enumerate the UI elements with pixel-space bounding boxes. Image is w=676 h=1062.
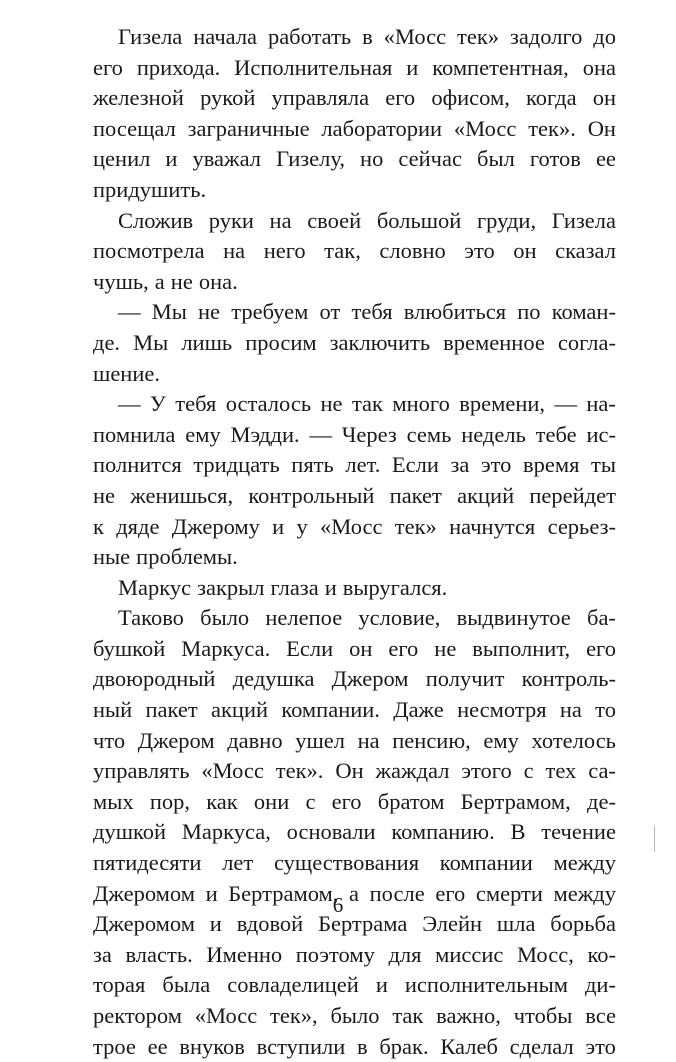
word: лаборатории xyxy=(321,115,443,141)
word: управлять xyxy=(93,758,190,784)
word: компанию. xyxy=(391,819,495,845)
word: него xyxy=(263,238,306,264)
text-line xyxy=(93,695,616,726)
text-line xyxy=(93,634,616,665)
word: Таково xyxy=(118,605,184,631)
word: тек» xyxy=(457,24,500,49)
word: ему xyxy=(185,421,221,447)
word: на- xyxy=(586,391,616,417)
word: большой xyxy=(376,207,462,233)
word: В xyxy=(510,819,526,845)
word: задолго xyxy=(509,24,583,49)
word: ные xyxy=(93,544,131,570)
word: «Мосс xyxy=(194,1003,258,1028)
word: выполнит, xyxy=(472,635,571,661)
word: Мосс, xyxy=(516,941,574,967)
word: до xyxy=(593,24,616,49)
word: придушить. xyxy=(93,176,207,202)
word: — xyxy=(118,299,141,325)
word: пятидесяти xyxy=(93,850,202,876)
word: на xyxy=(269,207,292,233)
word: к xyxy=(93,513,104,539)
word: и xyxy=(272,513,285,539)
word: течение xyxy=(541,819,616,845)
word: груди, xyxy=(476,207,537,233)
word: это xyxy=(480,452,512,478)
text-line xyxy=(93,53,616,84)
word: заграничные xyxy=(187,115,310,141)
word: Гизелу, xyxy=(276,146,345,172)
word: и xyxy=(375,972,388,998)
word: Через xyxy=(341,421,397,447)
word: не xyxy=(198,299,221,325)
word: не xyxy=(320,391,343,417)
word: миссис xyxy=(435,941,504,967)
word: это xyxy=(585,1033,616,1059)
word: его xyxy=(388,635,419,661)
word: серьез- xyxy=(547,513,616,539)
word: так, xyxy=(324,238,361,264)
word: Мы xyxy=(151,299,187,325)
word: Джеромом xyxy=(93,911,195,937)
word: помнила xyxy=(93,421,176,447)
text-line xyxy=(93,267,616,298)
text-line xyxy=(93,848,616,879)
word: контроль- xyxy=(521,666,616,692)
text-line xyxy=(93,542,616,573)
word: между xyxy=(553,880,616,906)
word: не xyxy=(434,635,457,661)
word: совладелицей xyxy=(227,972,359,998)
word: так xyxy=(351,391,383,417)
text-line xyxy=(93,236,616,267)
word: вступили xyxy=(256,1033,346,1059)
word: ис- xyxy=(586,421,616,447)
word: ко- xyxy=(587,941,616,967)
text-line xyxy=(93,144,616,175)
word: временное xyxy=(443,329,545,355)
word: время xyxy=(522,452,580,478)
word: ее xyxy=(147,1033,168,1059)
word: сказал xyxy=(555,238,616,264)
word: пакет xyxy=(145,697,198,723)
word: он xyxy=(513,238,537,264)
word: руки xyxy=(208,207,254,233)
text-line xyxy=(93,1032,616,1062)
word: лишь xyxy=(181,329,233,355)
word: акций xyxy=(457,482,515,508)
word: тебя xyxy=(175,391,217,417)
word: его xyxy=(435,880,466,906)
word: они xyxy=(253,788,290,814)
word: Если xyxy=(286,635,334,661)
word: в xyxy=(362,24,373,49)
page-number: 6 xyxy=(332,893,344,917)
word: тек». xyxy=(528,115,576,141)
word: вдовой xyxy=(236,911,304,937)
word: и xyxy=(406,54,419,80)
word: Мэдди. xyxy=(230,421,300,447)
word: акций xyxy=(210,697,269,723)
word: чтобы xyxy=(513,1003,573,1028)
word: Именно xyxy=(206,941,283,967)
word: ный xyxy=(93,697,133,723)
word: начала xyxy=(193,24,258,49)
word: своей xyxy=(307,207,362,233)
word: бушкой xyxy=(93,635,166,661)
text-line xyxy=(93,603,616,634)
word: важно, xyxy=(436,1003,501,1028)
word: пять xyxy=(291,452,334,478)
word: Маркуса, xyxy=(181,819,271,845)
word: — xyxy=(309,421,332,447)
word: была xyxy=(162,972,211,998)
word: и xyxy=(165,146,178,172)
word: семь xyxy=(406,421,452,447)
word: его xyxy=(331,788,362,814)
word: согла- xyxy=(557,329,616,355)
word: с xyxy=(523,758,534,784)
text-line xyxy=(93,756,616,787)
word: между xyxy=(553,850,616,876)
word: У xyxy=(149,391,166,417)
text-line xyxy=(93,726,616,757)
word: братом xyxy=(377,788,445,814)
word: Гизела xyxy=(118,24,183,49)
word: Гизела xyxy=(551,207,616,233)
text-line xyxy=(93,420,616,451)
word: железной xyxy=(93,85,184,111)
text-line xyxy=(93,206,616,237)
word: компании. xyxy=(281,697,380,723)
word: контрольный xyxy=(248,482,375,508)
word: «Мосс xyxy=(383,24,447,49)
word: его xyxy=(586,635,616,661)
word: тридцать xyxy=(193,452,280,478)
word: офисом, xyxy=(431,85,510,111)
word: влюбиться xyxy=(403,299,507,325)
word: на xyxy=(559,697,582,723)
word: дяде xyxy=(116,513,160,539)
word: много xyxy=(392,391,450,417)
word: ди- xyxy=(584,972,616,998)
word: брак. xyxy=(379,1033,429,1059)
word: дедушка xyxy=(232,666,315,692)
text-line xyxy=(93,787,616,818)
word: управляла xyxy=(271,85,370,111)
word: де- xyxy=(587,788,616,814)
word: шение. xyxy=(93,360,161,386)
word: посмотрела xyxy=(93,238,205,264)
text-line xyxy=(93,389,616,420)
word: на xyxy=(357,727,380,753)
word: Даже xyxy=(393,697,444,723)
word: начнутся xyxy=(449,513,536,539)
text-line xyxy=(93,297,616,328)
word: глаза xyxy=(270,574,319,600)
word: времени, xyxy=(459,391,546,417)
word: двоюродный xyxy=(93,666,216,692)
word: шла xyxy=(496,911,536,937)
text-line xyxy=(93,359,616,390)
word: не xyxy=(93,482,116,508)
word: тебе xyxy=(535,421,577,447)
text-line xyxy=(93,328,616,359)
word: сделал xyxy=(509,1033,574,1059)
word: ценил xyxy=(93,146,151,172)
text-line xyxy=(93,940,616,971)
word: «Мосс xyxy=(320,513,383,539)
word: пенсию, xyxy=(392,727,471,753)
word: Исполнительная xyxy=(234,54,393,80)
word: работать xyxy=(267,24,352,49)
word: тех xyxy=(545,758,577,784)
word: с xyxy=(305,788,316,814)
word: мых xyxy=(93,788,134,814)
word: он xyxy=(349,635,373,661)
word: лет. xyxy=(345,452,381,478)
word: его xyxy=(385,85,416,111)
word: ему xyxy=(483,727,519,753)
word: ее xyxy=(595,146,616,172)
word: жаждал xyxy=(375,758,450,784)
text-line xyxy=(93,512,616,543)
word: Элейн xyxy=(422,911,483,937)
word: что xyxy=(93,727,126,753)
word: заключить xyxy=(329,329,431,355)
word: то xyxy=(595,697,616,723)
word: после xyxy=(369,880,425,906)
word: тек» xyxy=(394,513,437,539)
word: полнится xyxy=(93,452,182,478)
word: рукой xyxy=(200,85,256,111)
text-line xyxy=(93,175,616,206)
word: и xyxy=(205,880,218,906)
text-line xyxy=(93,1001,616,1032)
word: требуем xyxy=(231,299,309,325)
word: Джером xyxy=(137,727,215,753)
word: так xyxy=(392,1003,424,1028)
word: основали xyxy=(286,819,376,845)
word: по xyxy=(517,299,541,325)
text-line xyxy=(93,481,616,512)
word: — xyxy=(118,391,141,417)
word: Он xyxy=(587,115,616,141)
word: у xyxy=(296,513,308,539)
word: Если xyxy=(391,452,439,478)
word: а xyxy=(349,880,360,906)
word: душкой xyxy=(93,819,167,845)
word: тек», xyxy=(270,1003,318,1028)
word: и xyxy=(209,911,222,937)
word: хотелось xyxy=(531,727,616,753)
word: Бертрама xyxy=(318,911,408,937)
word: не xyxy=(170,268,193,294)
word: в xyxy=(357,1033,368,1059)
word: ба- xyxy=(587,605,616,631)
word: за xyxy=(93,941,112,967)
word: как xyxy=(206,788,238,814)
text-line xyxy=(93,664,616,695)
text-line xyxy=(93,83,616,114)
word: чушь, xyxy=(93,268,149,294)
text-line xyxy=(93,114,616,145)
word: «Мосс xyxy=(453,115,517,141)
word: компании xyxy=(439,850,533,876)
word: это xyxy=(464,238,495,264)
word: готов xyxy=(529,146,581,172)
word: внуков xyxy=(179,1033,245,1059)
word: Он xyxy=(335,758,364,784)
word: Калеб xyxy=(440,1033,498,1059)
word: де. xyxy=(93,329,121,355)
word: а xyxy=(154,268,165,294)
word: она. xyxy=(198,268,238,294)
word: ректором xyxy=(93,1003,182,1028)
word: осталось xyxy=(225,391,312,417)
word: давно xyxy=(227,727,283,753)
word: существования xyxy=(273,850,420,876)
word: тебя xyxy=(351,299,393,325)
word: уважал xyxy=(192,146,262,172)
word: нелепое xyxy=(265,605,343,631)
word: несмотря xyxy=(457,697,547,723)
word: Бертрамом, xyxy=(460,788,571,814)
word: поэтому xyxy=(295,941,375,967)
word: за xyxy=(450,452,470,478)
text-line xyxy=(93,817,616,848)
word: коман- xyxy=(551,299,616,325)
text-line xyxy=(93,22,616,53)
word: было xyxy=(200,605,250,631)
margin-mark xyxy=(654,826,655,852)
word: исполнительным xyxy=(404,972,568,998)
word: выдвинутое xyxy=(456,605,571,631)
word: власть. xyxy=(125,941,193,967)
word: проблемы. xyxy=(136,544,238,570)
word: прихода. xyxy=(136,54,221,80)
text-line xyxy=(93,970,616,1001)
word: и xyxy=(324,574,337,600)
word: Маркуса. xyxy=(181,635,271,661)
text-line xyxy=(93,573,616,604)
word: ушел xyxy=(295,727,345,753)
word: был xyxy=(477,146,515,172)
word: условие, xyxy=(358,605,441,631)
word: Бертрамом, xyxy=(228,880,339,906)
word: лет xyxy=(222,850,254,876)
word: Джером xyxy=(331,666,409,692)
word: для xyxy=(388,941,422,967)
word: пор, xyxy=(149,788,190,814)
word: трое xyxy=(93,1033,136,1059)
word: женишься, xyxy=(130,482,234,508)
word: выругался. xyxy=(342,574,448,600)
word: недель xyxy=(461,421,526,447)
word: на xyxy=(223,238,246,264)
word: было xyxy=(330,1003,380,1028)
word: Джерому xyxy=(171,513,260,539)
word: борьба xyxy=(550,911,616,937)
word: он xyxy=(592,85,616,111)
word: когда xyxy=(525,85,577,111)
word: просим xyxy=(245,329,317,355)
word: получит xyxy=(425,666,505,692)
word: Мы xyxy=(133,329,169,355)
word: са- xyxy=(588,758,616,784)
word: компетентная, xyxy=(432,54,569,80)
word: все xyxy=(585,1003,616,1028)
text-line xyxy=(93,450,616,481)
word: этого xyxy=(461,758,512,784)
word: смерти xyxy=(475,880,543,906)
word: ты xyxy=(591,452,616,478)
word: — xyxy=(554,391,577,417)
word: закрыл xyxy=(197,574,265,600)
word: Сложив xyxy=(118,207,194,233)
word: сейчас xyxy=(398,146,462,172)
word: его xyxy=(93,54,123,80)
word: пакет xyxy=(389,482,442,508)
word: тек». xyxy=(275,758,324,784)
word: она xyxy=(582,54,616,80)
word: Джеромом xyxy=(93,880,195,906)
word: «Мосс xyxy=(201,758,264,784)
word: но xyxy=(360,146,384,172)
word: Маркус xyxy=(118,574,192,600)
word: перейдет xyxy=(529,482,616,508)
word: от xyxy=(319,299,341,325)
word: торая xyxy=(93,972,146,998)
word: посещал xyxy=(93,115,176,141)
word: словно xyxy=(379,238,446,264)
